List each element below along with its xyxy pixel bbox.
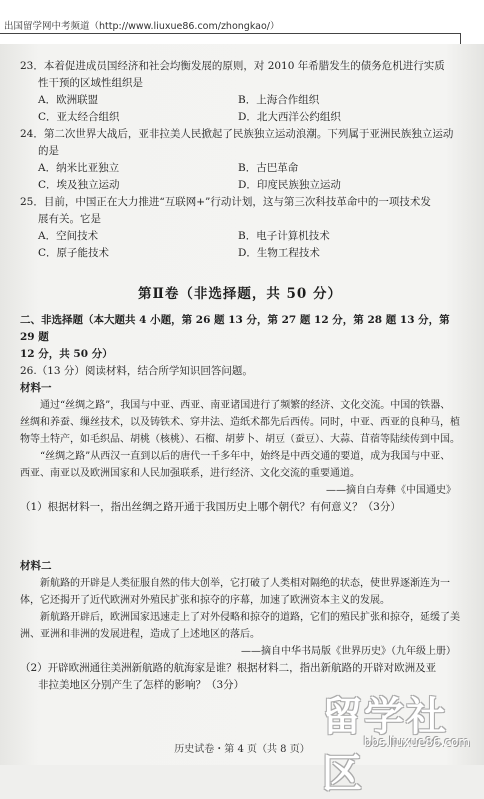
- material-1-label: 材料一: [20, 382, 52, 394]
- option-c: C．原子能技术: [38, 247, 110, 259]
- question-26-title: 26.（13 分）阅读材料，结合所学知识回答问题。: [20, 365, 253, 377]
- material-2-source: ——摘自中华书局版《世界历史》（九年级上册）: [241, 646, 456, 657]
- question-stem: 24．第二次世界大战后，亚非拉美人民掀起了民族独立运动浪潮。下列属于亚洲民族独立运动: [20, 128, 454, 140]
- site-header-text: 出国留学网中考频道（http://www.liuxue86.com/zhongkao/）: [4, 21, 280, 32]
- section-2-intro: 二、非选择题（本大题共 4 小题，第 26 题 13 分，第 27 题 12 分，第 28 题 13 分，第 29 题: [20, 314, 450, 343]
- header-divider: [0, 33, 460, 34]
- section-2-title: 第Ⅱ卷（非选择题，共 50 分）: [137, 286, 343, 302]
- option-a: A．纳米比亚独立: [38, 162, 120, 174]
- options-grid: [20, 228, 460, 262]
- question-24: [20, 126, 460, 194]
- site-header-bar: [0, 0, 484, 44]
- watermark-logo: [322, 685, 472, 797]
- material-2-paragraph-2: 新航路开辟后，欧洲国家迅速走上了对外侵略和掠夺的道路，它们的殖民扩张和掠夺，延缓了美洲、亚洲和非洲的发展进程，造成了上述地区的落后。: [20, 612, 460, 640]
- question-26-part-2-cont: 非拉美地区分别产生了怎样的影响？（3分）: [38, 679, 245, 691]
- material-1-source: ——摘自白寿彝《中国通史》: [326, 485, 456, 496]
- question-25: [20, 194, 460, 262]
- material-1-paragraph-1: 通过“丝绸之路”，我国与中亚、西亚、南亚诸国进行了频繁的经济、文化交流。中国的铁器、丝绸和养蚕、缫丝技术，以及铸铁术、穿井法、造纸术都先后西传。同时，中亚、西亚的良种马，植物等土特产，如毛织品、胡桃（核桃）、石榴、胡萝卜、胡豆（蚕豆）、大蒜、苜蓿等陆续传到中国。: [20, 400, 460, 445]
- option-a: A．欧洲联盟: [38, 94, 99, 106]
- option-d: D．印度民族独立运动: [238, 179, 341, 191]
- option-d: D．北大西洋公约组织: [238, 111, 341, 123]
- answer-space: [20, 516, 460, 558]
- material-2-label: 材料二: [20, 560, 52, 572]
- option-c: C．亚太经合组织: [38, 111, 120, 123]
- question-stem: 23．本着促进成员国经济和社会均衡发展的原则，对 2010 年希腊发生的债务危机进行实质: [20, 60, 445, 72]
- material-1-paragraph-2: “丝绸之路”从西汉一直到以后的唐代一千多年中，始终是中西交通的要道，成为我国与中亚、西亚、南亚以及欧洲国家和人民加强联系，进行经济、文化交流的重要通道。: [20, 451, 451, 479]
- question-stem: 25．目前，中国正在大力推进“互联网+”行动计划，这与第三次科技革命中的一项技术发: [20, 196, 431, 208]
- question-23: [20, 58, 460, 126]
- options-grid: [20, 92, 460, 126]
- watermark-url: bbs.liuxue86.com: [363, 735, 470, 749]
- option-b: B．电子计算机技术: [238, 230, 330, 242]
- page-footer: 历史试卷・第 4 页（共 8 页）: [174, 744, 310, 755]
- material-2-paragraph-1: 新航路的开辟是人类征服自然的伟大创举，它打破了人类相对隔绝的状态，使世界逐渐连为一体，它还揭开了近代欧洲对外殖民扩张和掠夺的序幕，加速了欧洲资本主义的发展。: [20, 578, 450, 606]
- exam-content: [20, 58, 460, 694]
- question-stem-cont: 性干预的区域性组织是: [38, 77, 143, 89]
- question-26-part-2: （2）开辟欧洲通往美洲新航路的航海家是谁？根据材料二，指出新航路的开辟对欧洲及亚: [20, 662, 437, 674]
- options-grid: [20, 160, 460, 194]
- section-2-intro-cont: 12 分，共 50 分）: [20, 348, 113, 360]
- option-b: B．上海合作组织: [238, 94, 320, 106]
- option-a: A．空间技术: [38, 230, 99, 242]
- question-stem-cont: 的是: [38, 145, 59, 157]
- option-c: C．埃及独立运动: [38, 179, 120, 191]
- question-stem-cont: 展有关。它是: [38, 213, 101, 225]
- watermark-text: 留学社区: [322, 694, 448, 797]
- option-d: D．生物工程技术: [238, 247, 320, 259]
- question-26-part-1: （1）根据材料一，指出丝绸之路开通于我国历史上哪个朝代？有何意义？（3分）: [20, 501, 401, 513]
- option-b: B．古巴革命: [238, 162, 299, 174]
